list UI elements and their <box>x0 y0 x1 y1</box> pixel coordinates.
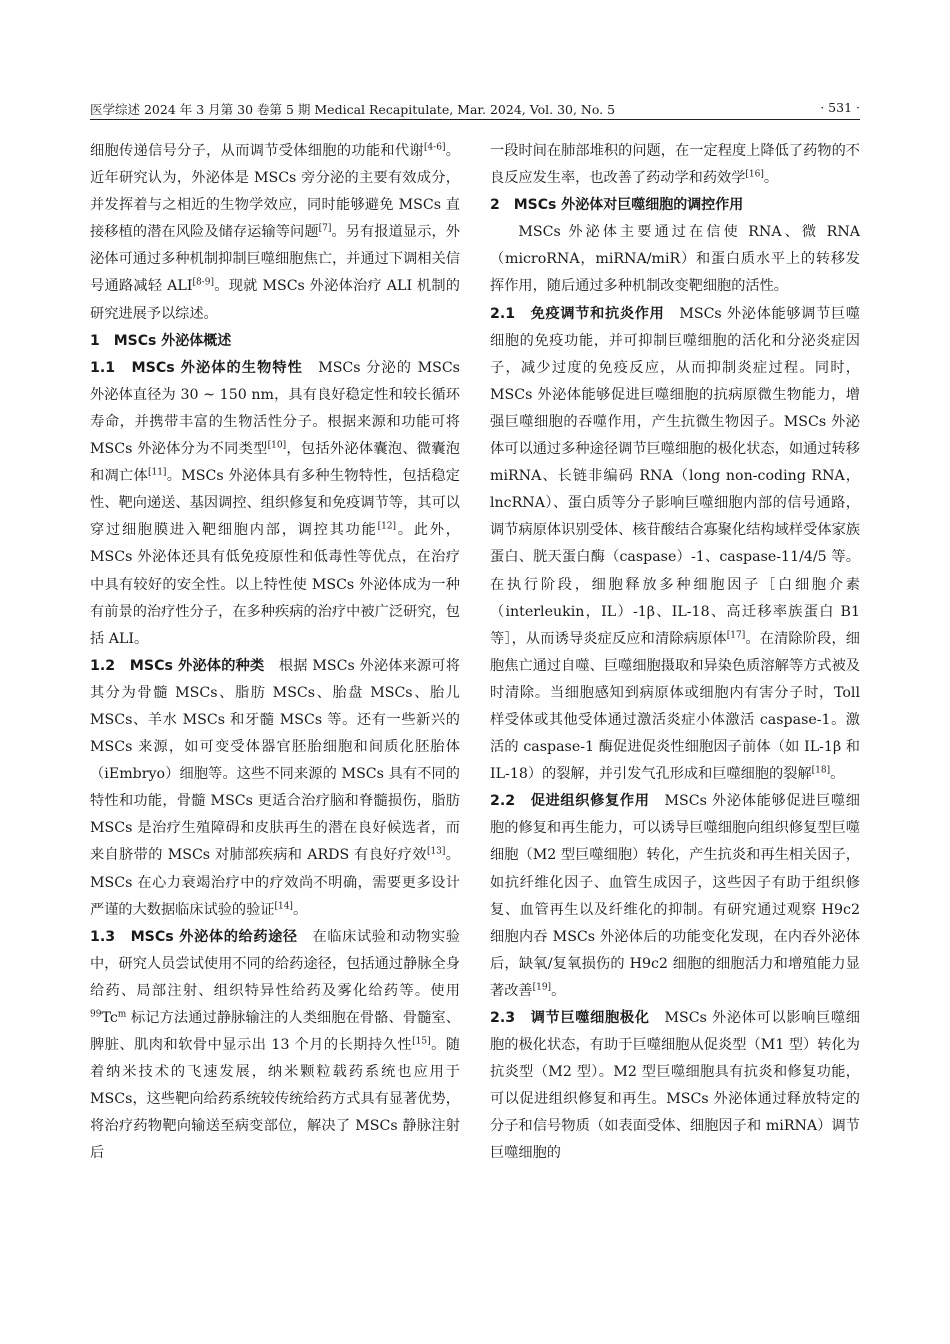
section-2-intro: MSCs 外泌体主要通过在信使 RNA、微 RNA（microRNA，miRNA/miR）和蛋白质水平上的转移发挥作用，随后通过多种机制改变靶细胞的活性。 <box>490 224 860 295</box>
intro-paragraph: 细胞传递信号分子，从而调节受体细胞的功能和代谢[4-6]。近年研究认为，外泌体是 MSCs 旁分泌的主要有效成分，并发挥着与之相近的生物学效应，同时能够避免 MSCs 直接移植的潜在风险及储存运输等问题[7]。另有报道显示，外泌体可通过多种机制抑制巨噬细胞焦亡，并通过下调相关信号通路减轻 ALI[8-9]。现就 MSCs 外泌体治疗 ALI 机制的研究进展予以综述。 <box>90 142 460 322</box>
isotope-metastable: m <box>117 1009 127 1020</box>
citation[interactable]: [10] <box>267 440 287 451</box>
citation[interactable]: [12] <box>377 521 397 532</box>
subsection-title: 调节巨噬细胞极化 <box>530 1010 650 1026</box>
subsection-number: 2.1 <box>490 305 516 322</box>
section-2-1-paragraph: 2.1 免疫调节和抗炎作用 MSCs 外泌体能够调节巨噬细胞的免疫功能，并可抑制巨噬细胞的活化和分泌炎症因子，减少过度的免疫反应，从而抑制炎症过程。同时，MSCs 外泌体能够促进巨噬细胞的抗病原微生物能力，增强巨噬细胞的吞噬作用，产生抗微生物因子。MSCs 外泌体可以通过多种途径调节巨噬细胞的极化状态，如通过转移 miRNA、长链非编码 RNA（long non-coding RNA，lncRNA）、蛋白质等分子影响巨噬细胞内部的信号通路，调节病原体识别受体、核苷酸结合寡聚化结构域样受体家族蛋白、胱天蛋白酶（caspase）-1、caspase-11/4/5 等。在执行阶段，细胞释放多种细胞因子［白细胞介素（interleukin，IL）-1β、IL-18、高迁移率族蛋白 B1 等］，从而诱导炎症反应和清除病原体[17]。在清除阶段，细胞焦亡通过自噬、巨噬细胞摄取和异染色质溶解等方式被及时清除。当细胞感知到病原体或细胞内有害分子时，Toll 样受体或其他受体通过激活炎症小体激活 caspase-1。激活的 caspase-1 酶促进促炎性细胞因子前体（如 IL-1β 和 IL-18）的裂解，并引发气孔形成和巨噬细胞的裂解[18]。 <box>490 305 860 783</box>
right-column <box>490 138 860 1168</box>
page-number: · 531 · <box>820 100 860 115</box>
left-column <box>90 138 460 1168</box>
section-1-2-paragraph: 1.2 MSCs 外泌体的种类 根据 MSCs 外泌体来源可将其分为骨髓 MSCs、脂肪 MSCs、胎盘 MSCs、胎儿 MSCs、羊水 MSCs 和牙髓 MSCs 等。还有一些新兴的 MSCs 来源，如可变受体器官胚胎细胞和间质化胚胎体（iEmbryo）细胞等。这些不同来源的 MSCs 具有不同的特性和功能，骨髓 MSCs 更适合治疗脑和脊髓损伤，脂肪 MSCs 是治疗生殖障碍和皮肤再生的潜在良好候选者，而来自脐带的 MSCs 对肺部疾病和 ARDS 有良好疗效[13]。MSCs 在心力衰竭治疗中的疗效尚不明确，需要更多设计严谨的大数据临床试验的验证[14]。 <box>90 657 460 918</box>
header-rule <box>90 119 860 120</box>
subsection-number: 2.3 <box>490 1010 516 1026</box>
citation[interactable]: [11] <box>147 467 167 478</box>
subsection-title: MSCs 外泌体的生物特性 <box>131 359 303 376</box>
subsection-title: 免疫调节和抗炎作用 <box>530 305 665 322</box>
section-2-3-paragraph: 2.3 调节巨噬细胞极化 MSCs 外泌体可以影响巨噬细胞的极化状态，有助于巨噬细胞从促炎型（M1 型）转化为抗炎型（M2 型）。M2 型巨噬细胞具有抗炎和修复功能，可以促进组织修复和再生。MSCs 外泌体通过释放特定的分子和信号物质（如表面受体、细胞因子和 miRNA）调节巨噬细胞的 <box>490 1010 860 1162</box>
citation[interactable]: [13] <box>426 846 446 857</box>
citation[interactable]: [18] <box>811 765 831 776</box>
subsection-number: 1.1 <box>90 359 116 376</box>
section-2-heading: 2 MSCs 外泌体对巨噬细胞的调控作用 <box>490 197 744 214</box>
citation[interactable]: [4-6] <box>423 142 446 153</box>
continued-paragraph: 一段时间在肺部堆积的问题，在一定程度上降低了药物的不良反应发生率，也改善了药动学和药效学[16]。 <box>490 143 860 187</box>
subsection-number: 1.2 <box>90 657 116 674</box>
subsection-title: MSCs 外泌体的种类 <box>129 657 265 674</box>
section-1-3-paragraph: 1.3 MSCs 外泌体的给药途径 在临床试验和动物实验中，研究人员尝试使用不同的给药途径，包括通过静脉全身给药、局部注射、组织特异性给药及雾化给药等。使用$^{99}$Tc$^m$ 标记方法通过静脉输注的人类细胞在骨骼、骨髓室、脾脏、肌肉和软骨中显示出 13 个月的长期持久性[15]。随着纳米技术的飞速发展，纳米颗粒载药系统也应用于 MSCs，这些靶向给药系统较传统给药方式具有显著优势，将治疗药物靶向输送至病变部位，解决了 MSCs 静脉注射后 <box>90 928 460 1162</box>
citation[interactable]: [17] <box>726 629 746 640</box>
citation[interactable]: [16] <box>745 169 764 180</box>
citation[interactable]: [8-9] <box>192 277 214 288</box>
section-1-1-paragraph: 1.1 MSCs 外泌体的生物特性 MSCs 分泌的 MSCs 外泌体直径为 30 ~ 150 nm，具有良好稳定性和较长循环寿命，并携带丰富的生物活性分子。根据来源和功能可将 MSCs 外泌体分为不同类型[10]，包括外泌体囊泡、微囊泡和凋亡体[11]。MSCs 外泌体具有多种生物特性，包括稳定性、靶向递送、基因调控、组织修复和免疫调节等，其可以穿过细胞膜进入靶细胞内部，调控其功能[12]。此外，MSCs 外泌体还具有低免疫原性和低毒性等优点，在治疗中具有较好的安全性。以上特性使 MSCs 外泌体成为一种有前景的治疗性分子，在多种疾病的治疗中被广泛研究，包括 ALI。 <box>90 359 460 647</box>
subsection-number: 2.2 <box>490 793 516 810</box>
section-2-2-paragraph: 2.2 促进组织修复作用 MSCs 外泌体能够促进巨噬细胞的修复和再生能力，可以诱导巨噬细胞向组织修复型巨噬细胞（M2 型巨噬细胞）转化，产生抗炎和再生相关因子，如抗纤维化因子、血管生成因子，这些因子有助于组织修复、血管再生以及纤维化的抑制。有研究通过观察 H9c2 细胞内吞 MSCs 外泌体后的功能变化发现，在内吞外泌体后，缺氧/复氧损伤的 H9c2 细胞的细胞活力和增殖能力显著改善[19]。 <box>490 793 860 999</box>
journal-citation: 医学综述 2024 年 3 月第 30 卷第 5 期 Medical Recapitulate, Mar. 2024, Vol. 30, No. 5 <box>90 102 616 117</box>
subsection-number: 1.3 <box>90 928 116 945</box>
citation[interactable]: [14] <box>274 900 293 911</box>
citation[interactable]: [7] <box>318 223 332 234</box>
subsection-title: 促进组织修复作用 <box>530 793 650 810</box>
subsection-title: MSCs 外泌体的给药途径 <box>130 928 298 945</box>
running-header <box>90 98 860 120</box>
isotope-mass-number: 99 <box>90 1009 102 1020</box>
citation[interactable]: [15] <box>412 1036 431 1047</box>
section-1-heading: 1 MSCs 外泌体概述 <box>90 332 232 349</box>
citation[interactable]: [19] <box>532 982 552 993</box>
